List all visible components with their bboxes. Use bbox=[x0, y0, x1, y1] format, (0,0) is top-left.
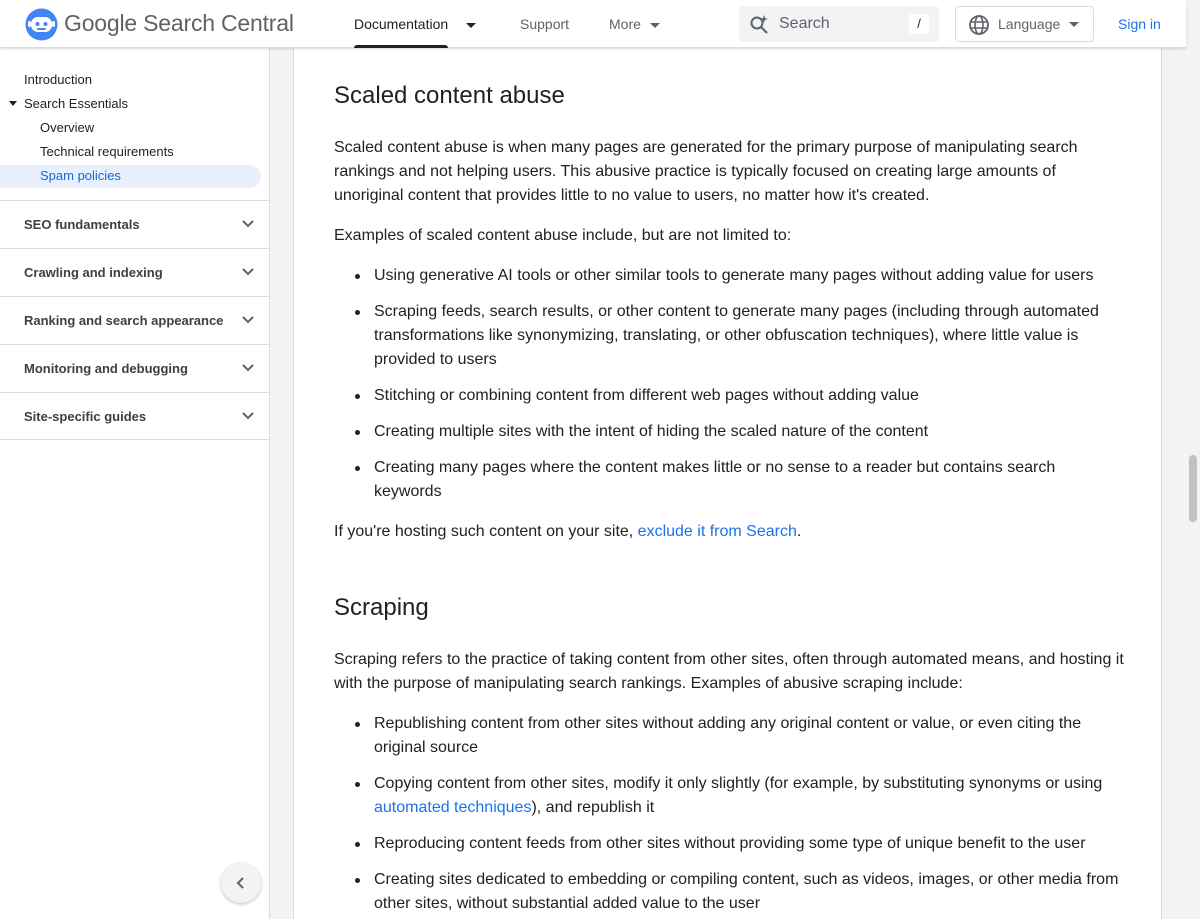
chevron-down-icon bbox=[241, 315, 255, 325]
scraping-intro: Scraping refers to the practice of taking content from other sites, often through automated means, and hosting it with the purpose of manipulating search rankings. Examples of abusive scraping include: bbox=[334, 651, 1124, 692]
chevron-down-icon bbox=[241, 267, 255, 277]
scraping-examples-list bbox=[334, 712, 1124, 919]
hosting-note bbox=[334, 520, 1124, 544]
list-item-text: Copying content from other sites, modify it only slightly (for example, by substituting synonyms or using bbox=[374, 775, 1103, 792]
list-item: Creating many pages where the content makes little or no sense to a reader but contains search keywords bbox=[334, 456, 1124, 504]
tab-support[interactable] bbox=[520, 0, 569, 48]
exclude-from-search-link[interactable]: exclude it from Search bbox=[637, 523, 797, 540]
list-item: Creating multiple sites with the intent of hiding the scaled nature of the content bbox=[334, 420, 1124, 444]
page-scrollbar-thumb[interactable] bbox=[1189, 455, 1197, 522]
list-item bbox=[334, 772, 1124, 820]
list-item: Creating sites dedicated to embedding or compiling content, such as videos, images, or other media from other sites, without substantial added value to the user bbox=[334, 868, 1124, 916]
chevron-down-icon bbox=[241, 219, 255, 229]
section-label: Monitoring and debugging bbox=[24, 361, 188, 376]
sidebar-section-site-specific-guides[interactable] bbox=[0, 392, 269, 440]
sidebar-item-overview[interactable]: Overview bbox=[40, 120, 95, 135]
scaled-content-examples-list bbox=[334, 264, 1124, 516]
search-spark-icon bbox=[749, 14, 769, 34]
sidebar-item-introduction[interactable]: Introduction bbox=[24, 72, 92, 87]
scaled-content-examples-lead: Examples of scaled content abuse include, but are not limited to: bbox=[334, 227, 792, 244]
section-label: Ranking and search appearance bbox=[24, 313, 224, 328]
chevron-down-icon bbox=[241, 363, 255, 373]
section-label: SEO fundamentals bbox=[24, 217, 140, 232]
heading-scraping: Scraping bbox=[334, 594, 429, 621]
sidebar-section-ranking-appearance[interactable] bbox=[0, 296, 269, 344]
tab-more[interactable] bbox=[609, 0, 660, 48]
hosting-note-text: If you're hosting such content on your site, bbox=[334, 523, 638, 540]
list-item: Reproducing content feeds from other sites without providing some type of unique benefit to the user bbox=[334, 832, 1124, 856]
list-item: Scraping feeds, search results, or other content to generate many pages (including through automated transformations like synonymizing, translating, or other obfuscation techniques), where little value is provided to users bbox=[334, 300, 1124, 372]
tab-documentation-label: Documentation bbox=[354, 16, 449, 32]
sign-in-link[interactable]: Sign in bbox=[1118, 16, 1161, 32]
search-shortcut-key: / bbox=[909, 14, 929, 34]
chevron-left-icon bbox=[233, 875, 249, 891]
scaled-content-intro: Scaled content abuse is when many pages are generated for the primary purpose of manipulating search rankings and not helping users. This abusive practice is typically focused on creating large amounts of unoriginal content that provides little to no value to users, no matter how it's created. bbox=[334, 139, 1078, 204]
automated-techniques-link[interactable]: automated techniques bbox=[374, 799, 532, 816]
globe-icon bbox=[968, 14, 990, 36]
chevron-down-icon bbox=[650, 23, 660, 28]
chevron-down-icon bbox=[466, 23, 476, 28]
chevron-down-icon bbox=[241, 411, 255, 421]
search-central-logo-icon[interactable] bbox=[25, 8, 58, 41]
language-button[interactable] bbox=[955, 6, 1094, 42]
language-label: Language bbox=[998, 16, 1061, 32]
sidebar-item-technical-requirements[interactable]: Technical requirements bbox=[40, 144, 174, 159]
tab-support-label: Support bbox=[520, 16, 570, 32]
chevron-down-icon bbox=[1069, 22, 1079, 27]
active-tab-indicator bbox=[354, 45, 448, 48]
collapse-sidebar-button[interactable] bbox=[221, 863, 261, 903]
sidebar-item-search-essentials[interactable]: Search Essentials bbox=[24, 96, 129, 111]
expanded-triangle-icon[interactable] bbox=[9, 101, 17, 106]
article-body bbox=[293, 48, 1162, 919]
hosting-note-end: . bbox=[796, 523, 802, 540]
tab-more-label: More bbox=[609, 16, 641, 32]
section-label: Crawling and indexing bbox=[24, 265, 163, 280]
list-item: Using generative AI tools or other similar tools to generate many pages without adding value for users bbox=[334, 264, 1124, 288]
search-box[interactable] bbox=[739, 6, 939, 42]
list-item: Stitching or combining content from different web pages without adding value bbox=[334, 384, 1124, 408]
list-item-text-end: ), and republish it bbox=[531, 799, 655, 816]
sidebar-item-spam-policies[interactable]: Spam policies bbox=[40, 168, 121, 183]
list-item: Republishing content from other sites without adding any original content or value, or even citing the original source bbox=[334, 712, 1124, 760]
search-input[interactable] bbox=[779, 6, 899, 42]
tab-documentation[interactable] bbox=[354, 0, 476, 48]
section-label: Site-specific guides bbox=[24, 409, 147, 424]
heading-scaled-content-abuse: Scaled content abuse bbox=[334, 82, 565, 109]
sidebar-section-monitoring-debugging[interactable] bbox=[0, 344, 269, 392]
top-header bbox=[0, 0, 1186, 48]
sidebar-section-seo-fundamentals[interactable] bbox=[0, 200, 269, 248]
left-nav-sidebar bbox=[0, 48, 270, 919]
brand-title[interactable]: Google Search Central bbox=[64, 10, 294, 36]
sidebar-section-crawling-indexing[interactable] bbox=[0, 248, 269, 296]
